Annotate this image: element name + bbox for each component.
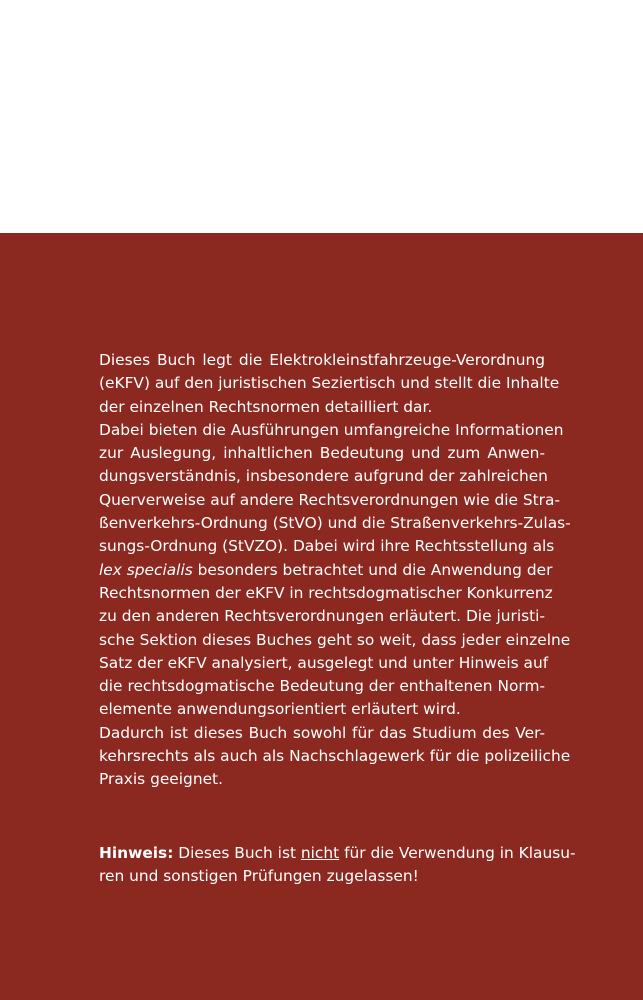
red-cover-panel <box>0 233 643 1000</box>
text-line <box>99 559 553 582</box>
text-line: ßenverkehrs-Ordnung (StVO) und die Straßenverkehrs-Zulas- <box>99 514 571 533</box>
text-line: sche Sektion dieses Buches geht so weit, dass jeder einzelne <box>99 630 571 649</box>
italic-term: lex specialis <box>99 560 193 579</box>
text-line: kehrsrechts als auch als Nachschlagewerk für die polizeiliche <box>99 747 571 766</box>
text-line: Satz der eKFV analysiert, ausgelegt und unter Hinweis auf <box>99 653 549 672</box>
text-line: zu den anderen Rechtsverordnungen erläutert. Die juristi- <box>99 607 545 626</box>
description-paragraph-2 <box>99 419 571 722</box>
notice-line <box>99 842 576 865</box>
text-line: Querverweise auf andere Rechtsverordnungen wie die Stra- <box>99 490 560 509</box>
text-line: dungsverständnis, insbesondere aufgrund der zahlreichen <box>99 467 548 486</box>
text-line: Praxis geeignet. <box>99 770 223 789</box>
text-line: zur Auslegung, inhaltlichen Bedeutung und zum Anwen- <box>99 444 545 463</box>
text-line: Rechtsnormen der eKFV in rechtsdogmatischer Konkurrenz <box>99 583 553 602</box>
book-description <box>99 349 571 792</box>
text-line: (eKFV) auf den juristischen Seziertisch und stellt die Inhalte <box>99 374 560 393</box>
notice-line: ren und sonstigen Prüfungen zugelassen! <box>99 867 419 886</box>
text-line: sungs-Ordnung (StVZO). Dabei wird ihre Rechtsstellung als <box>99 537 555 556</box>
blank-top-area <box>0 0 643 233</box>
notice-label: Hinweis: <box>99 844 174 862</box>
text-line: Dieses Buch legt die Elektrokleinstfahrzeuge-Verordnung <box>99 351 545 369</box>
notice-text: für die Verwendung in Klausu- <box>339 844 576 862</box>
text-line: Dabei bieten die Ausführungen umfangreiche Informationen <box>99 420 564 439</box>
text-line: Dadurch ist dieses Buch sowohl für das Studium des Ver- <box>99 723 545 742</box>
description-paragraph-1 <box>99 349 560 419</box>
text-line: die rechtsdogmatische Bedeutung der enthaltenen Norm- <box>99 677 545 696</box>
description-paragraph-3 <box>99 722 571 792</box>
text-line: elemente anwendungsorientiert erläutert wird. <box>99 700 461 719</box>
text-line: der einzelnen Rechtsnormen detailliert dar. <box>99 397 433 416</box>
exam-notice <box>99 842 576 889</box>
text-fragment: besonders betrachtet und die Anwendung der <box>192 560 553 579</box>
notice-text: Dieses Buch ist <box>173 844 301 862</box>
notice-emphasis: nicht <box>300 844 340 862</box>
